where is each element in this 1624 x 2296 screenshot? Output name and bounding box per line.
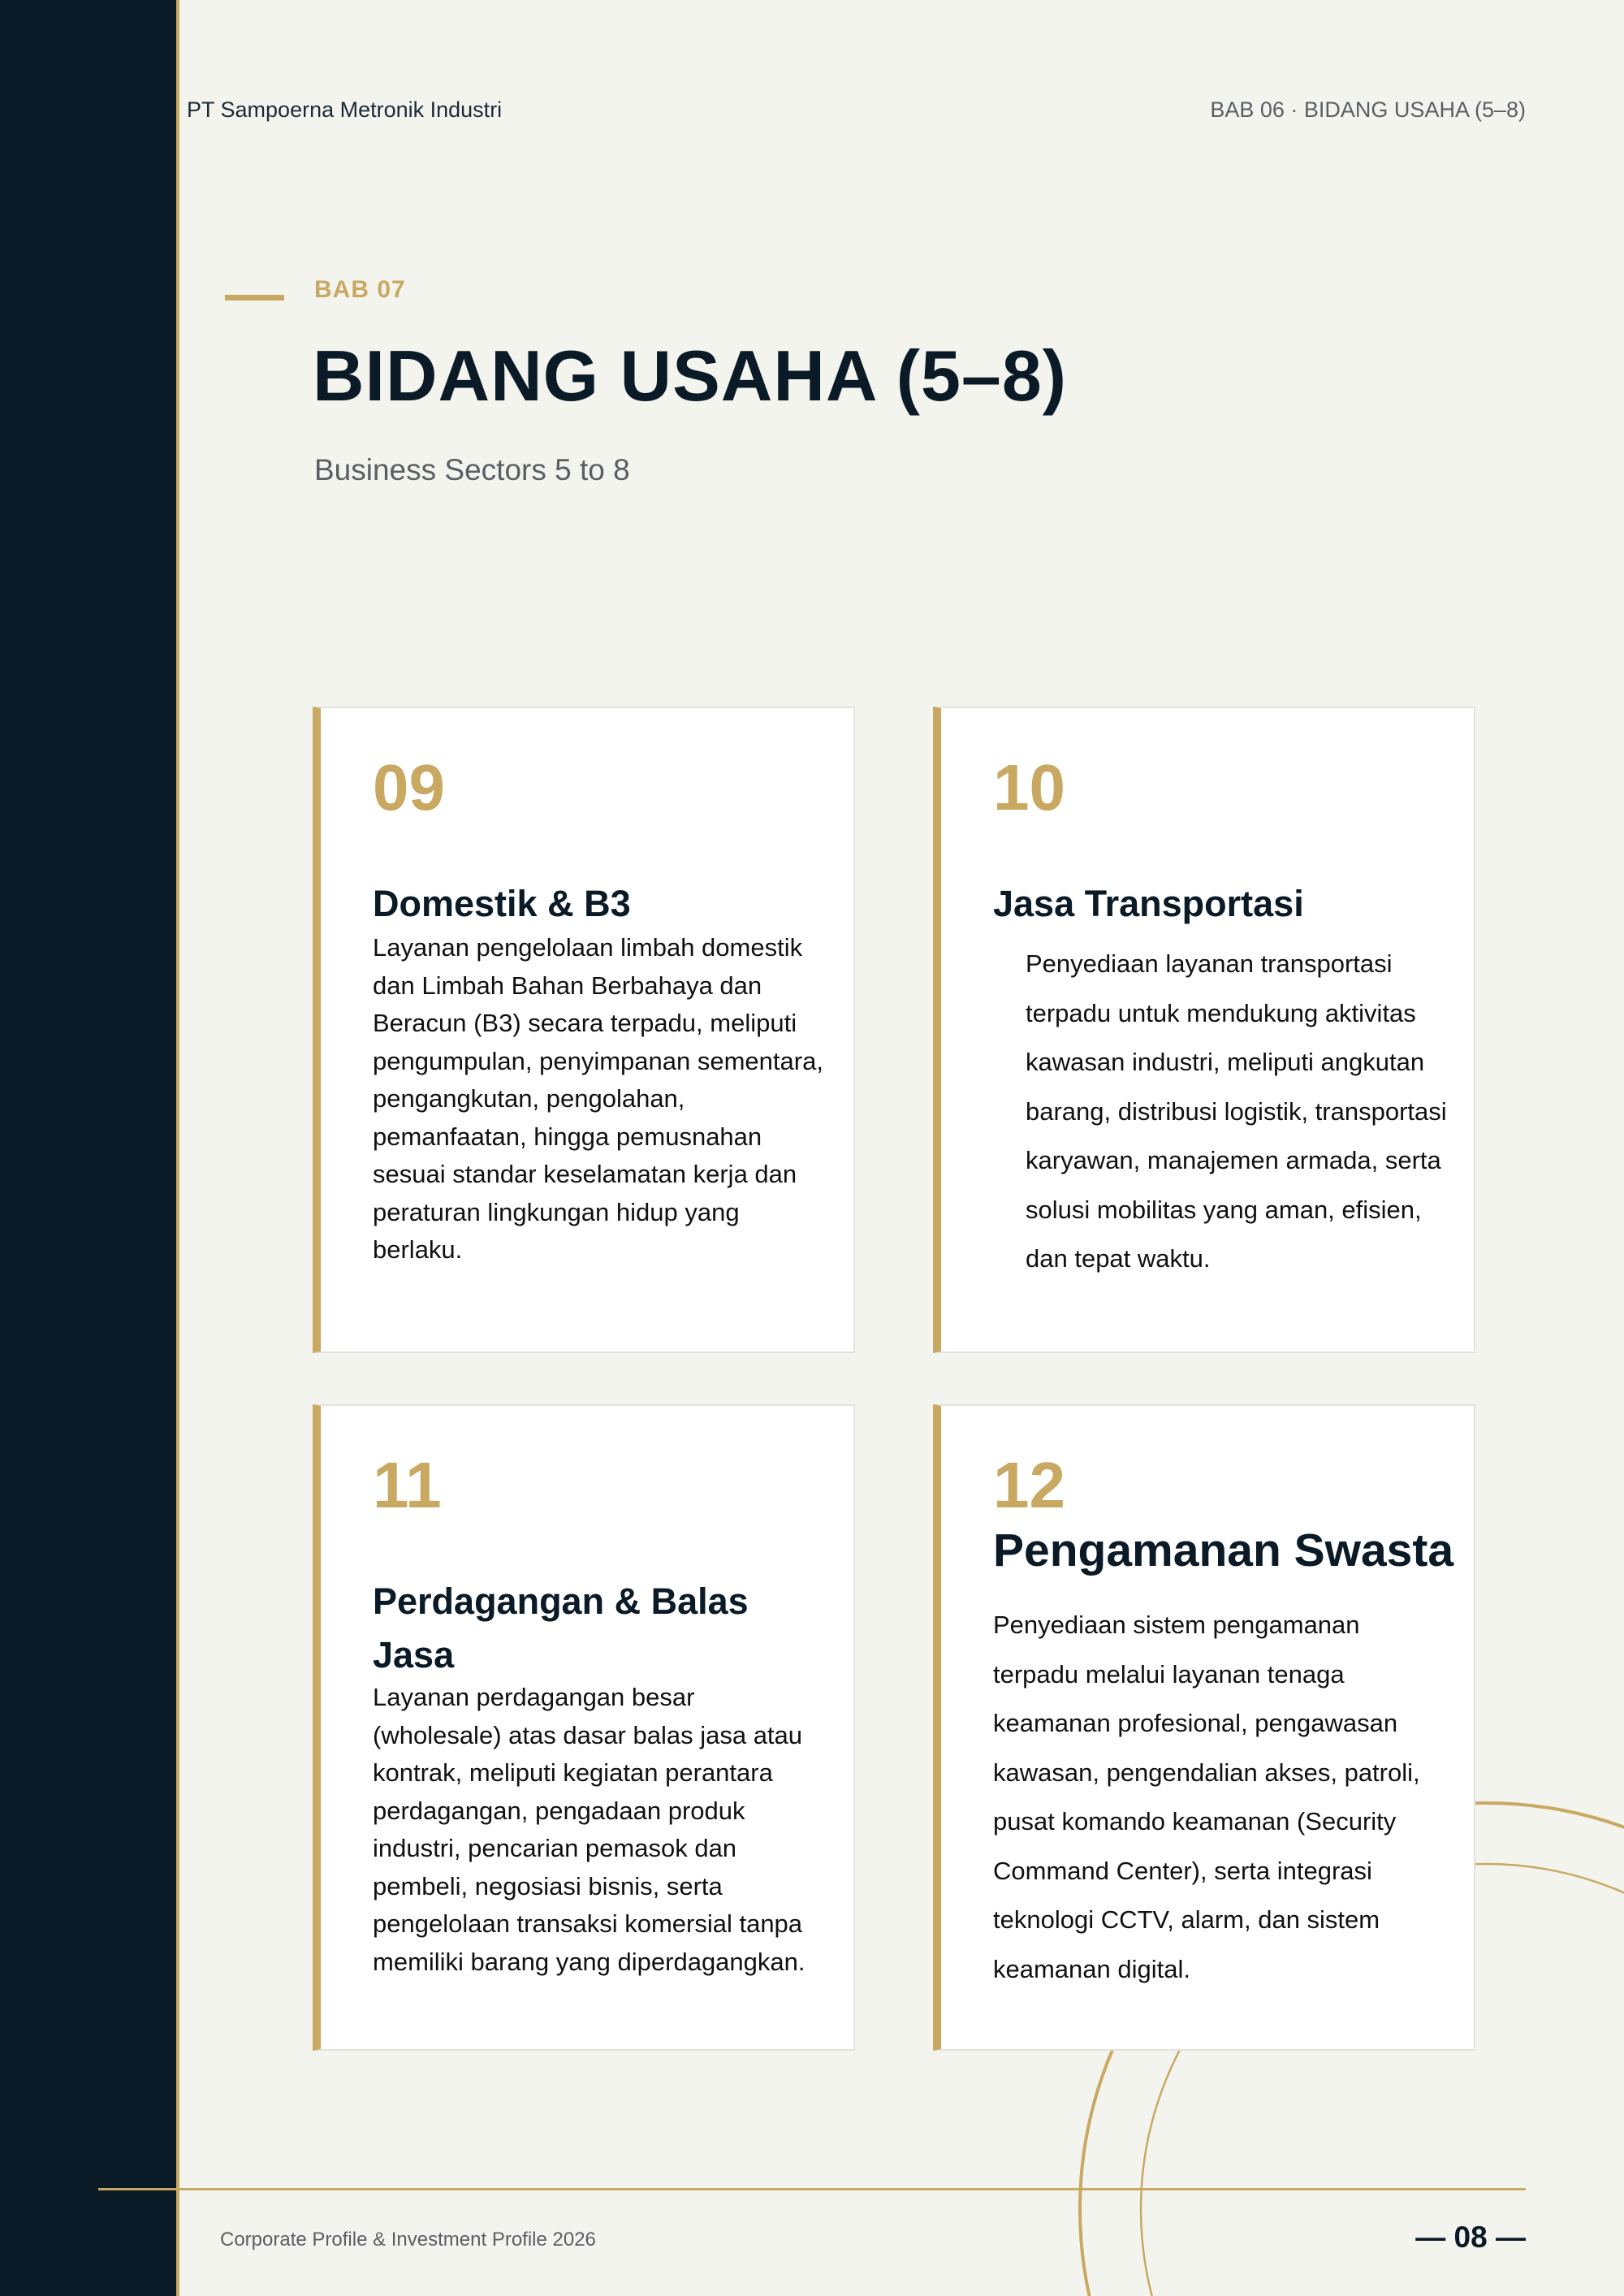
page-title: BIDANG USAHA (5–8) xyxy=(313,335,1068,416)
chapter-label: BAB 07 xyxy=(314,276,406,303)
card-title: Pengamanan Swasta xyxy=(993,1524,1454,1576)
card-number: 10 xyxy=(993,751,1065,824)
page-number: — 08 — xyxy=(1415,2220,1526,2254)
card-number: 09 xyxy=(373,751,445,824)
card-description: Layanan perdagangan besar (wholesale) atas dasar balas jasa atau kontrak, meliputi kegiatan perantara perdagangan, pengadaan produk industri, pencarian pemasok dan pembeli, negosiasi bisnis, serta pengelolaan transaksi komersial tanpa memiliki barang yang diperdagangkan. xyxy=(373,1683,806,1976)
header-chapter-reference: BAB 06 · BIDANG USAHA (5–8) xyxy=(1210,97,1526,122)
footer-divider xyxy=(98,2188,1526,2190)
header-company-name: PT Sampoerna Metronik Industri xyxy=(187,97,503,122)
page-subtitle: Business Sectors 5 to 8 xyxy=(314,453,630,486)
card-description: Layanan pengelolaan limbah domestik dan Limbah Bahan Berbahaya dan Beracun (B3) secara terpadu, meliputi pengumpulan, penyimpanan sementara, pengangkutan, pengolahan, pemanfaatan, hingga pemusnahan sesuai standar keselamatan kerja dan peraturan lingkungan hidup yang berlaku. xyxy=(373,933,823,1264)
card-description: Penyediaan layanan transportasi terpadu untuk mendukung aktivitas kawasan industri, meliputi angkutan barang, distribusi logistik, transportasi karyawan, manajemen armada, serta solusi mobilitas yang aman, efisien, dan tepat waktu. xyxy=(1026,949,1447,1273)
chapter-accent-bar xyxy=(225,295,284,301)
sector-card-11 xyxy=(313,1404,855,2051)
footer-document-title: Corporate Profile & Investment Profile 2026 xyxy=(220,2229,596,2251)
card-description: Penyediaan sistem pengamanan terpadu melalui layanan tenaga keamanan profesional, pengawasan kawasan, pengendalian akses, patroli, pusat komando keamanan (Security Command Center), serta integrasi teknologi CCTV, alarm, dan sistem keamanan digital. xyxy=(993,1611,1420,1983)
card-title: Perdagangan & Balas Jasa xyxy=(373,1580,749,1676)
sector-card-10 xyxy=(933,707,1475,1353)
sector-card-09 xyxy=(313,707,855,1353)
sidebar-gold-rule xyxy=(176,0,179,2296)
sidebar-panel xyxy=(0,0,176,2296)
card-number: 12 xyxy=(993,1449,1065,1521)
card-title: Jasa Transportasi xyxy=(993,883,1304,924)
sector-card-12 xyxy=(933,1404,1475,2051)
card-number: 11 xyxy=(373,1449,442,1521)
card-title: Domestik & B3 xyxy=(373,883,631,924)
